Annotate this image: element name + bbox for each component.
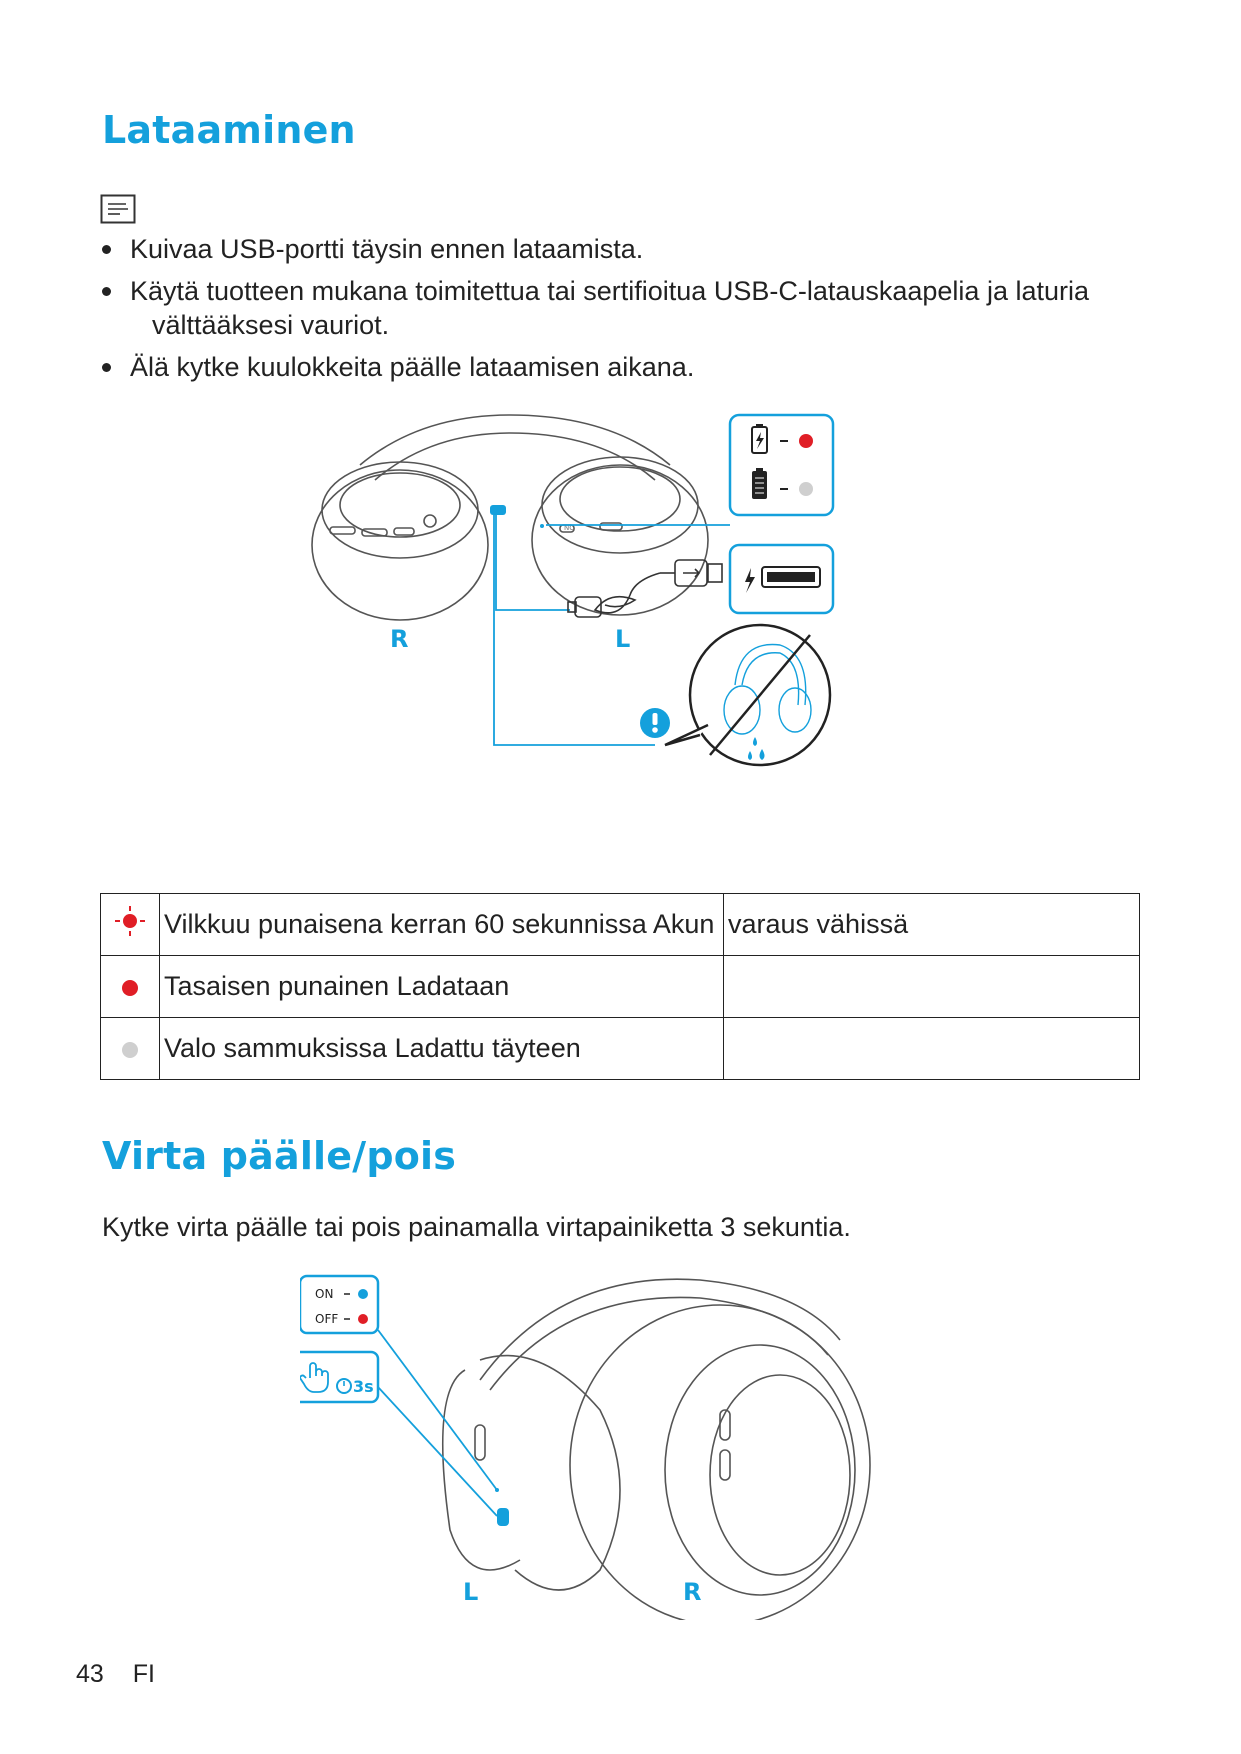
power-status-panel <box>300 1276 378 1333</box>
svg-text:NC: NC <box>564 524 575 532</box>
list-item: Kuivaa USB-portti täysin ennen lataamista. <box>100 232 1140 266</box>
power-button-icon <box>497 1508 509 1526</box>
table-cell: Valo sammuksissa Ladattu täyteen <box>160 1018 724 1080</box>
bullet-icon <box>102 363 111 372</box>
warning-icon <box>640 708 670 738</box>
label-left: L <box>615 625 631 653</box>
language-code: FI <box>132 1660 155 1688</box>
table-row <box>101 1018 1140 1080</box>
water-warning-illustration <box>665 625 830 765</box>
on-label: ON <box>315 1287 334 1301</box>
list-item: Älä kytke kuulokkeita päälle lataamisen aikana. <box>100 350 1140 384</box>
table-cell: Vilkkuu punaisena kerran 60 sekunnissa Akun <box>160 894 724 956</box>
charger-panel <box>730 545 833 613</box>
charging-notes <box>100 232 1140 392</box>
table-cell <box>724 1018 1140 1080</box>
power-instruction: Kytke virta päälle tai pois painamalla virtapainiketta 3 sekuntia. <box>102 1212 851 1242</box>
red-led-icon <box>101 956 160 1018</box>
note-icon <box>100 194 136 224</box>
led-status-table <box>100 893 1140 1080</box>
table-row <box>101 956 1140 1018</box>
label-left: L <box>463 1578 479 1606</box>
blinking-red-led-icon <box>101 894 160 956</box>
section-title-power: Virta päälle/pois <box>102 1134 457 1178</box>
usb-port-icon <box>490 505 506 515</box>
off-label: OFF <box>315 1312 339 1326</box>
led-status-panel <box>730 415 833 515</box>
page-footer <box>76 1660 177 1689</box>
page-number: 43 <box>76 1660 104 1688</box>
label-right: R <box>683 1578 702 1606</box>
power-illustration <box>300 1260 900 1620</box>
blue-led-icon <box>358 1289 368 1299</box>
label-right: R <box>390 625 409 653</box>
press-hold-panel <box>300 1352 378 1402</box>
table-row <box>101 894 1140 956</box>
charging-illustration <box>290 405 940 875</box>
bullet-icon <box>102 245 111 254</box>
section-title-charging: Lataaminen <box>102 108 356 152</box>
hold-duration: 3s <box>353 1377 374 1396</box>
grey-led-icon <box>101 1018 160 1080</box>
table-cell: varaus vähissä <box>724 894 1140 956</box>
usb-cable-icon <box>568 560 722 617</box>
red-led-icon <box>358 1314 368 1324</box>
list-item: Käytä tuotteen mukana toimitettua tai sertifioitua USB-C-latauskaapelia ja laturia välttääksesi vauriot. <box>100 274 1140 342</box>
bullet-icon <box>102 287 111 296</box>
table-cell <box>724 956 1140 1018</box>
table-cell: Tasaisen punainen Ladataan <box>160 956 724 1018</box>
